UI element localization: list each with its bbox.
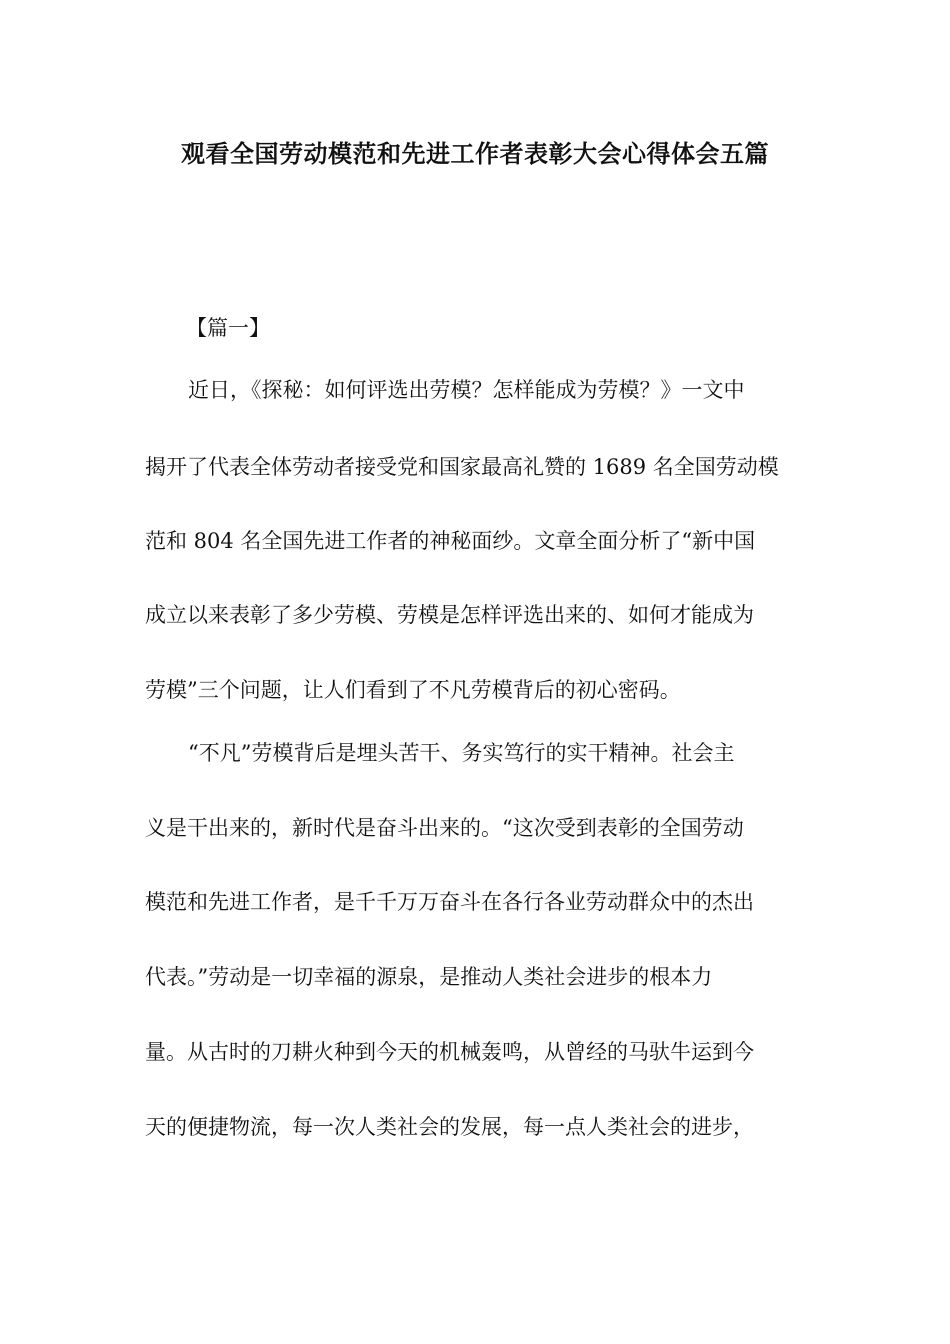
paragraph-line: 模范和先进工作者，是千千万万奋斗在各行各业劳动群众中的杰出 [145,890,754,914]
paragraph-line: “不凡”劳模背后是埋头苦干、务实笃行的实干精神。社会主 [188,741,735,765]
paragraph-line: 天的便捷物流，每一次人类社会的发展，每一点人类社会的进步， [145,1115,754,1139]
paragraph-line: 劳模”三个问题，让人们看到了不凡劳模背后的初心密码。 [145,678,681,702]
paragraph-line: 范和 804 名全国先进工作者的神秘面纱。文章全面分析了“新中国 [145,529,756,553]
paragraph-line: 量。从古时的刀耕火种到今天的机械轰鸣，从曾经的马驮牛运到今 [145,1040,754,1064]
paragraph-line: 揭开了代表全体劳动者接受党和国家最高礼赞的 1689 名全国劳动模 [145,455,779,479]
paragraph-line: 义是干出来的，新时代是奋斗出来的。“这次受到表彰的全国劳动 [145,816,744,840]
paragraph-line: 近日，《探秘：如何评选出劳模？怎样能成为劳模？》一文中 [188,378,745,402]
paragraph-line: 代表。”劳动是一切幸福的源泉，是推动人类社会进步的根本力 [145,965,713,989]
section-heading: 【篇一】 [186,316,270,340]
document-title: 观看全国劳动模范和先进工作者表彰大会心得体会五篇 [181,140,769,168]
paragraph-line: 成立以来表彰了多少劳模、劳模是怎样评选出来的、如何才能成为 [145,603,754,627]
